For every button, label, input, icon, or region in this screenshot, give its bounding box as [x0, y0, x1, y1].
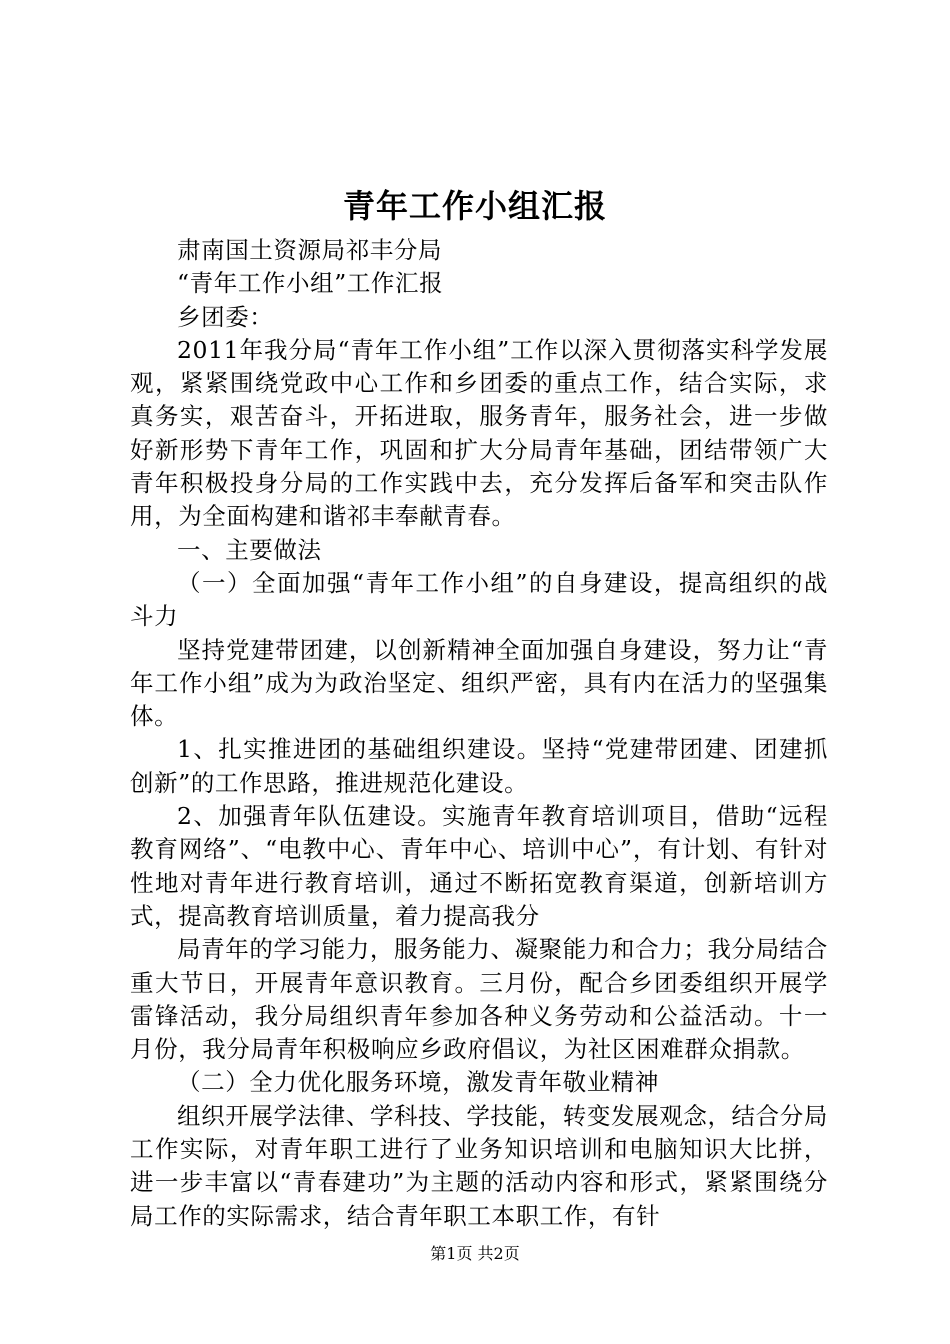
body-paragraph: 1、扎实推进团的基础组织建设。坚持“党建带团建、团建抓创新”的工作思路，推进规范化建设。	[130, 735, 828, 797]
document-title: 青年工作小组汇报	[342, 187, 607, 225]
report-subtitle-line: “青年工作小组”工作汇报	[177, 269, 444, 298]
salutation-line: 乡团委：	[177, 302, 274, 331]
body-paragraph: 2、加强青年队伍建设。实施青年教育培训项目，借助“远程教育网络”、“电教中心、青年中心、培训中心”，有计划、有针对性地对青年进行教育培训，通过不断拓宽教育渠道，创新培训方式，提高教育培训质量，着力提高我分	[130, 802, 828, 930]
document-body	[130, 234, 828, 1233]
body-paragraph: 坚持党建带团建，以创新精神全面加强自身建设，努力让“青年工作小组”成为为政治坚定、组织严密，具有内在活力的坚强集体。	[130, 635, 828, 731]
body-paragraph: 组织开展学法律、学科技、学技能，转变发展观念，结合分局工作实际，对青年职工进行了业务知识培训和电脑知识大比拼，进一步丰富以“青春建功”为主题的活动内容和形式，紧紧围绕分局工作的实际需求，结合青年职工本职工作，有针	[130, 1101, 828, 1230]
intro-paragraph: 2011年我分局“青年工作小组”工作以深入贯彻落实科学发展观，紧紧围绕党政中心工作和乡团委的重点工作，结合实际，求真务实，艰苦奋斗，开拓进取，服务青年，服务社会，进一步做好新形势下青年工作，巩固和扩大分局青年基础，团结带领广大青年积极投身分局的工作实践中去，充分发挥后备军和突击队作用，为全面构建和谐祁丰奉献青春。	[130, 335, 828, 531]
subsection-heading-1: （一）全面加强“青年工作小组”的自身建设，提高组织的战斗力	[130, 568, 828, 631]
section-heading-main-practices: 一、主要做法	[177, 535, 322, 564]
page-footer: 第1页 共2页	[430, 1244, 520, 1263]
org-name-line: 肃南国土资源局祁丰分局	[177, 236, 443, 264]
subsection-heading-2: （二）全力优化服务环境，激发青年敬业精神	[177, 1068, 659, 1097]
body-paragraph: 局青年的学习能力，服务能力、凝聚能力和合力；我分局结合重大节日，开展青年意识教育。三月份，配合乡团委组织开展学雷锋活动，我分局组织青年参加各种义务劳动和公益活动。十一月份，我分局青年积极响应乡政府倡议，为社区困难群众捐款。	[130, 935, 828, 1064]
